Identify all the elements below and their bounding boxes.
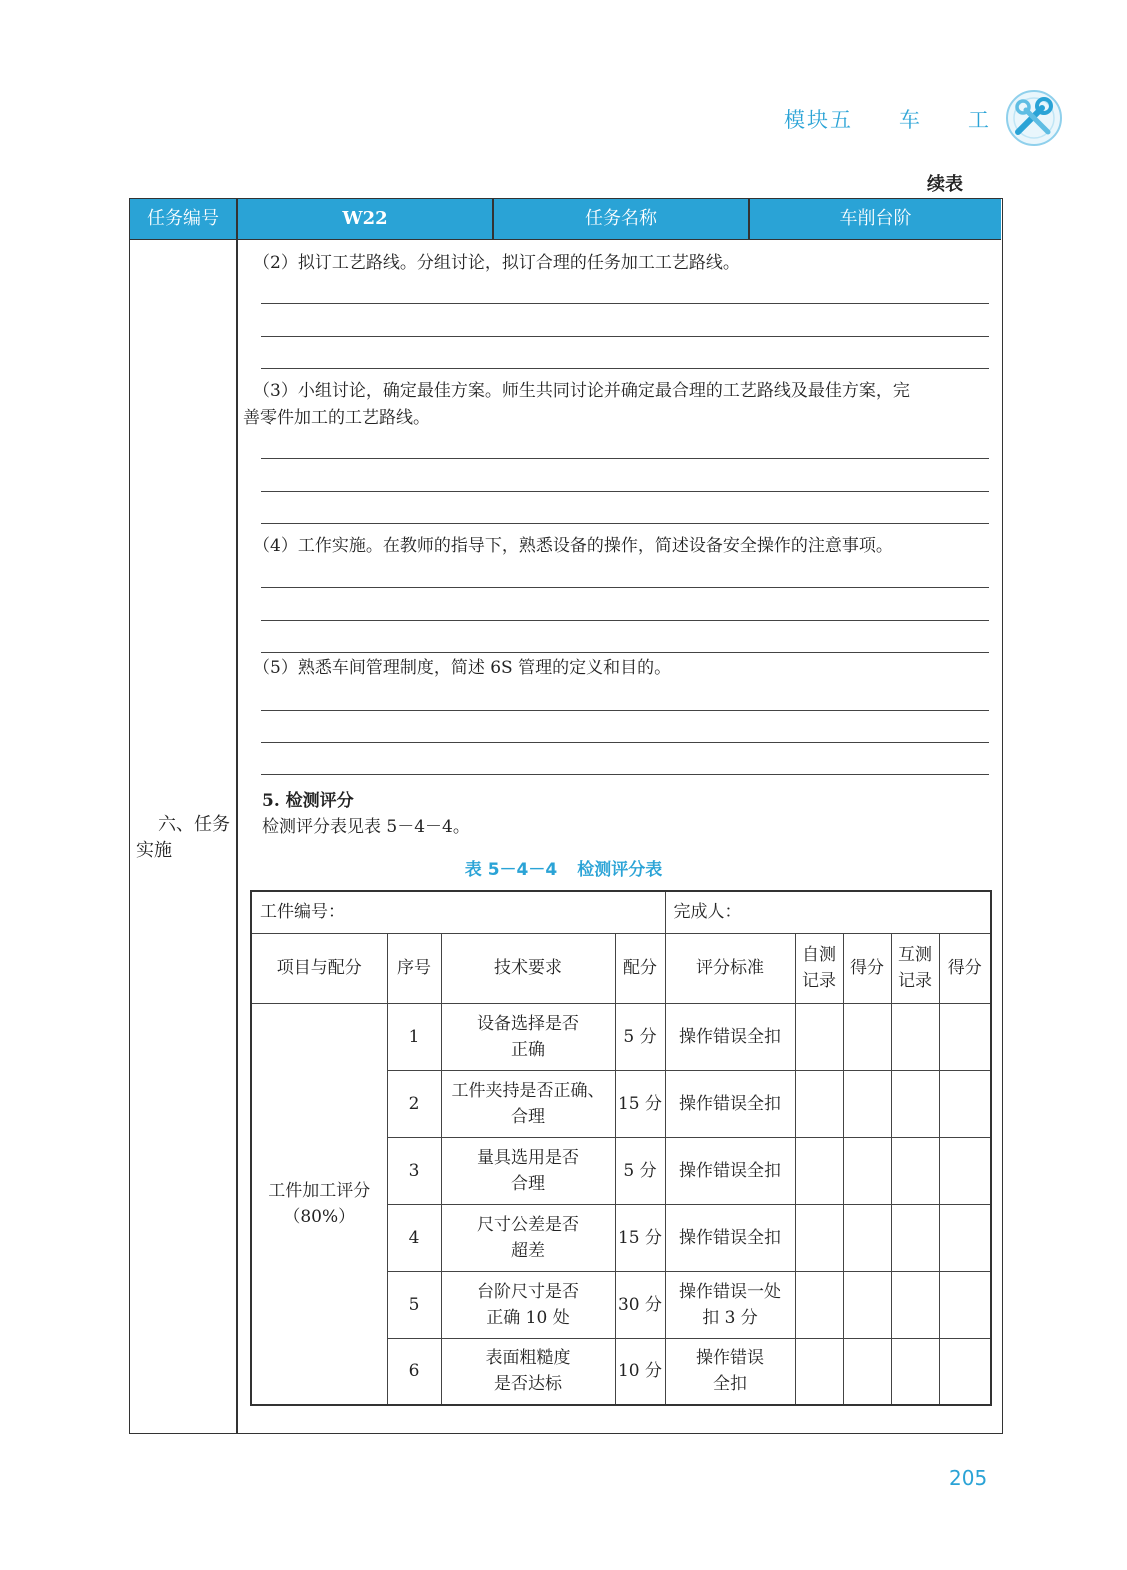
mutual-score-cell[interactable]	[939, 1137, 991, 1204]
mutual-record-cell[interactable]	[891, 1070, 939, 1137]
finisher-label: 完成人：	[673, 902, 742, 923]
self-score-cell[interactable]	[843, 1070, 891, 1137]
task-no-label: 任务编号	[147, 208, 219, 229]
row-req-line-1: 尺寸公差是否	[477, 1214, 579, 1235]
row-score: 30 分	[615, 1271, 665, 1338]
mutual-record-cell[interactable]	[891, 1204, 939, 1271]
wrench-gear-logo-icon	[1004, 88, 1064, 148]
row-criteria-line-2: 扣 3 分	[702, 1307, 758, 1328]
col-self	[795, 933, 843, 1003]
col-criteria: 评分标准	[665, 933, 795, 1003]
mutual-score-cell[interactable]	[939, 1003, 991, 1070]
row-seq: 5	[387, 1271, 441, 1338]
row-req-line-1: 设备选择是否	[477, 1013, 579, 1034]
answer-line[interactable]	[261, 491, 989, 492]
mutual-record-cell[interactable]	[891, 1137, 939, 1204]
row-req	[441, 1204, 615, 1271]
group-cell	[251, 1003, 387, 1405]
mutual-record-cell[interactable]	[891, 1338, 939, 1405]
question-5: （5）熟悉车间管理制度，简述 6S 管理的定义和目的。	[253, 658, 672, 678]
row-req	[441, 1003, 615, 1070]
running-header	[784, 104, 991, 134]
row-criteria	[665, 1338, 795, 1405]
continued-label: 续表	[927, 174, 963, 195]
question-4: （4）工作实施。在教师的指导下，熟悉设备的操作，简述设备安全操作的注意事项。	[253, 536, 893, 556]
mutual-score-cell[interactable]	[939, 1271, 991, 1338]
row-seq: 3	[387, 1137, 441, 1204]
row-score: 15 分	[615, 1070, 665, 1137]
col-item: 项目与配分	[251, 933, 387, 1003]
answer-line[interactable]	[261, 774, 989, 775]
answer-line[interactable]	[261, 458, 989, 459]
question-2: （2）拟订工艺路线。分组讨论，拟订合理的任务加工工艺路线。	[253, 253, 740, 273]
row-score: 5 分	[615, 1137, 665, 1204]
answer-line[interactable]	[261, 303, 989, 304]
row-criteria	[665, 1003, 795, 1070]
answer-line[interactable]	[261, 620, 989, 621]
mutual-score-cell[interactable]	[939, 1204, 991, 1271]
question-3-line-2: 善零件加工的工艺路线。	[243, 408, 430, 428]
row-criteria	[665, 1204, 795, 1271]
evaluation-table	[250, 890, 992, 1406]
self-score-cell[interactable]	[843, 1271, 891, 1338]
mutual-record-cell[interactable]	[891, 1271, 939, 1338]
finisher-cell[interactable]	[665, 891, 991, 933]
self-record-cell[interactable]	[795, 1271, 843, 1338]
col-got-2: 得分	[939, 933, 991, 1003]
self-record-cell[interactable]	[795, 1338, 843, 1405]
mutual-score-cell[interactable]	[939, 1070, 991, 1137]
table-header-row	[251, 933, 991, 1003]
row-criteria-line-1: 操作错误全扣	[679, 1160, 781, 1181]
self-record-cell[interactable]	[795, 1204, 843, 1271]
chapter-char-2: 工	[968, 108, 991, 132]
row-criteria-line-1: 操作错误一处	[679, 1281, 781, 1302]
row-criteria-line-1: 操作错误全扣	[679, 1227, 781, 1248]
row-req-line-1: 量具选用是否	[477, 1147, 579, 1168]
row-criteria	[665, 1137, 795, 1204]
self-record-cell[interactable]	[795, 1003, 843, 1070]
row-seq: 2	[387, 1070, 441, 1137]
self-record-cell[interactable]	[795, 1070, 843, 1137]
row-score: 5 分	[615, 1003, 665, 1070]
mutual-score-cell[interactable]	[939, 1338, 991, 1405]
col-score: 配分	[615, 933, 665, 1003]
chapter-char-1: 车	[899, 108, 922, 132]
task-name-value: 车削台阶	[839, 208, 912, 229]
row-criteria-line-1: 操作错误	[696, 1348, 764, 1369]
answer-line[interactable]	[261, 336, 989, 337]
row-req-line-1: 台阶尺寸是否	[477, 1281, 579, 1302]
row-criteria	[665, 1271, 795, 1338]
row-req-line-1: 表面粗糙度	[485, 1348, 571, 1369]
answer-line[interactable]	[261, 652, 989, 653]
answer-line[interactable]	[261, 587, 989, 588]
stage-line-2: 实施	[136, 840, 172, 861]
row-req	[441, 1137, 615, 1204]
row-req-line-1: 工件夹持是否正确、	[451, 1080, 605, 1101]
row-req-line-2: 正确 10 处	[486, 1307, 570, 1328]
table-row	[251, 1003, 991, 1070]
row-criteria	[665, 1070, 795, 1137]
row-seq: 6	[387, 1338, 441, 1405]
info-row	[251, 891, 991, 933]
page-number: 205	[949, 1466, 988, 1490]
group-percent: （80%）	[283, 1206, 356, 1227]
stage-line-1: 六、任务	[158, 814, 230, 835]
row-req-line-2: 正确	[511, 1039, 545, 1060]
table-caption-number: 表 5－4－4	[464, 860, 558, 880]
answer-line[interactable]	[261, 523, 989, 524]
row-seq: 1	[387, 1003, 441, 1070]
row-criteria-line-2: 全扣	[713, 1374, 747, 1395]
row-req-line-2: 合理	[511, 1173, 545, 1194]
question-3-line-1: （3）小组讨论，确定最佳方案。师生共同讨论并确定最合理的工艺路线及最佳方案，完	[253, 381, 910, 401]
section-5-text: 检测评分表见表 5－4－4。	[262, 817, 470, 837]
module-label: 模块五	[784, 108, 853, 132]
section-5-title: 5. 检测评分	[262, 791, 354, 811]
col-got-1: 得分	[843, 933, 891, 1003]
row-score: 15 分	[615, 1204, 665, 1271]
task-name-label: 任务名称	[585, 208, 657, 229]
workpiece-no-label: 工件编号：	[260, 902, 345, 923]
col-self-line-2: 记录	[802, 971, 836, 991]
self-score-cell[interactable]	[843, 1003, 891, 1070]
col-mutual-line-1: 互测	[898, 945, 932, 965]
answer-line[interactable]	[261, 742, 989, 743]
col-self-line-1: 自测	[802, 945, 836, 965]
row-criteria-line-1: 操作错误全扣	[679, 1093, 781, 1114]
self-score-cell[interactable]	[843, 1137, 891, 1204]
answer-line[interactable]	[261, 710, 989, 711]
self-score-cell[interactable]	[843, 1204, 891, 1271]
row-req-line-2: 超差	[511, 1240, 545, 1261]
row-req-line-2: 是否达标	[494, 1374, 562, 1395]
self-record-cell[interactable]	[795, 1137, 843, 1204]
row-score: 10 分	[615, 1338, 665, 1405]
row-seq: 4	[387, 1204, 441, 1271]
group-label: 工件加工评分	[268, 1180, 371, 1201]
col-req: 技术要求	[441, 933, 615, 1003]
col-seq: 序号	[387, 933, 441, 1003]
col-mutual	[891, 933, 939, 1003]
row-req	[441, 1338, 615, 1405]
task-no-value: W22	[342, 208, 388, 229]
row-criteria-line-1: 操作错误全扣	[679, 1026, 781, 1047]
workpiece-no-cell[interactable]	[251, 891, 665, 933]
self-score-cell[interactable]	[843, 1338, 891, 1405]
mutual-record-cell[interactable]	[891, 1003, 939, 1070]
col-mutual-line-2: 记录	[898, 971, 932, 991]
row-req	[441, 1070, 615, 1137]
row-req	[441, 1271, 615, 1338]
task-header-row	[130, 199, 1001, 240]
table-caption	[0, 855, 1127, 880]
table-caption-title: 检测评分表	[577, 860, 663, 880]
answer-line[interactable]	[261, 368, 989, 369]
row-req-line-2: 合理	[511, 1106, 545, 1127]
